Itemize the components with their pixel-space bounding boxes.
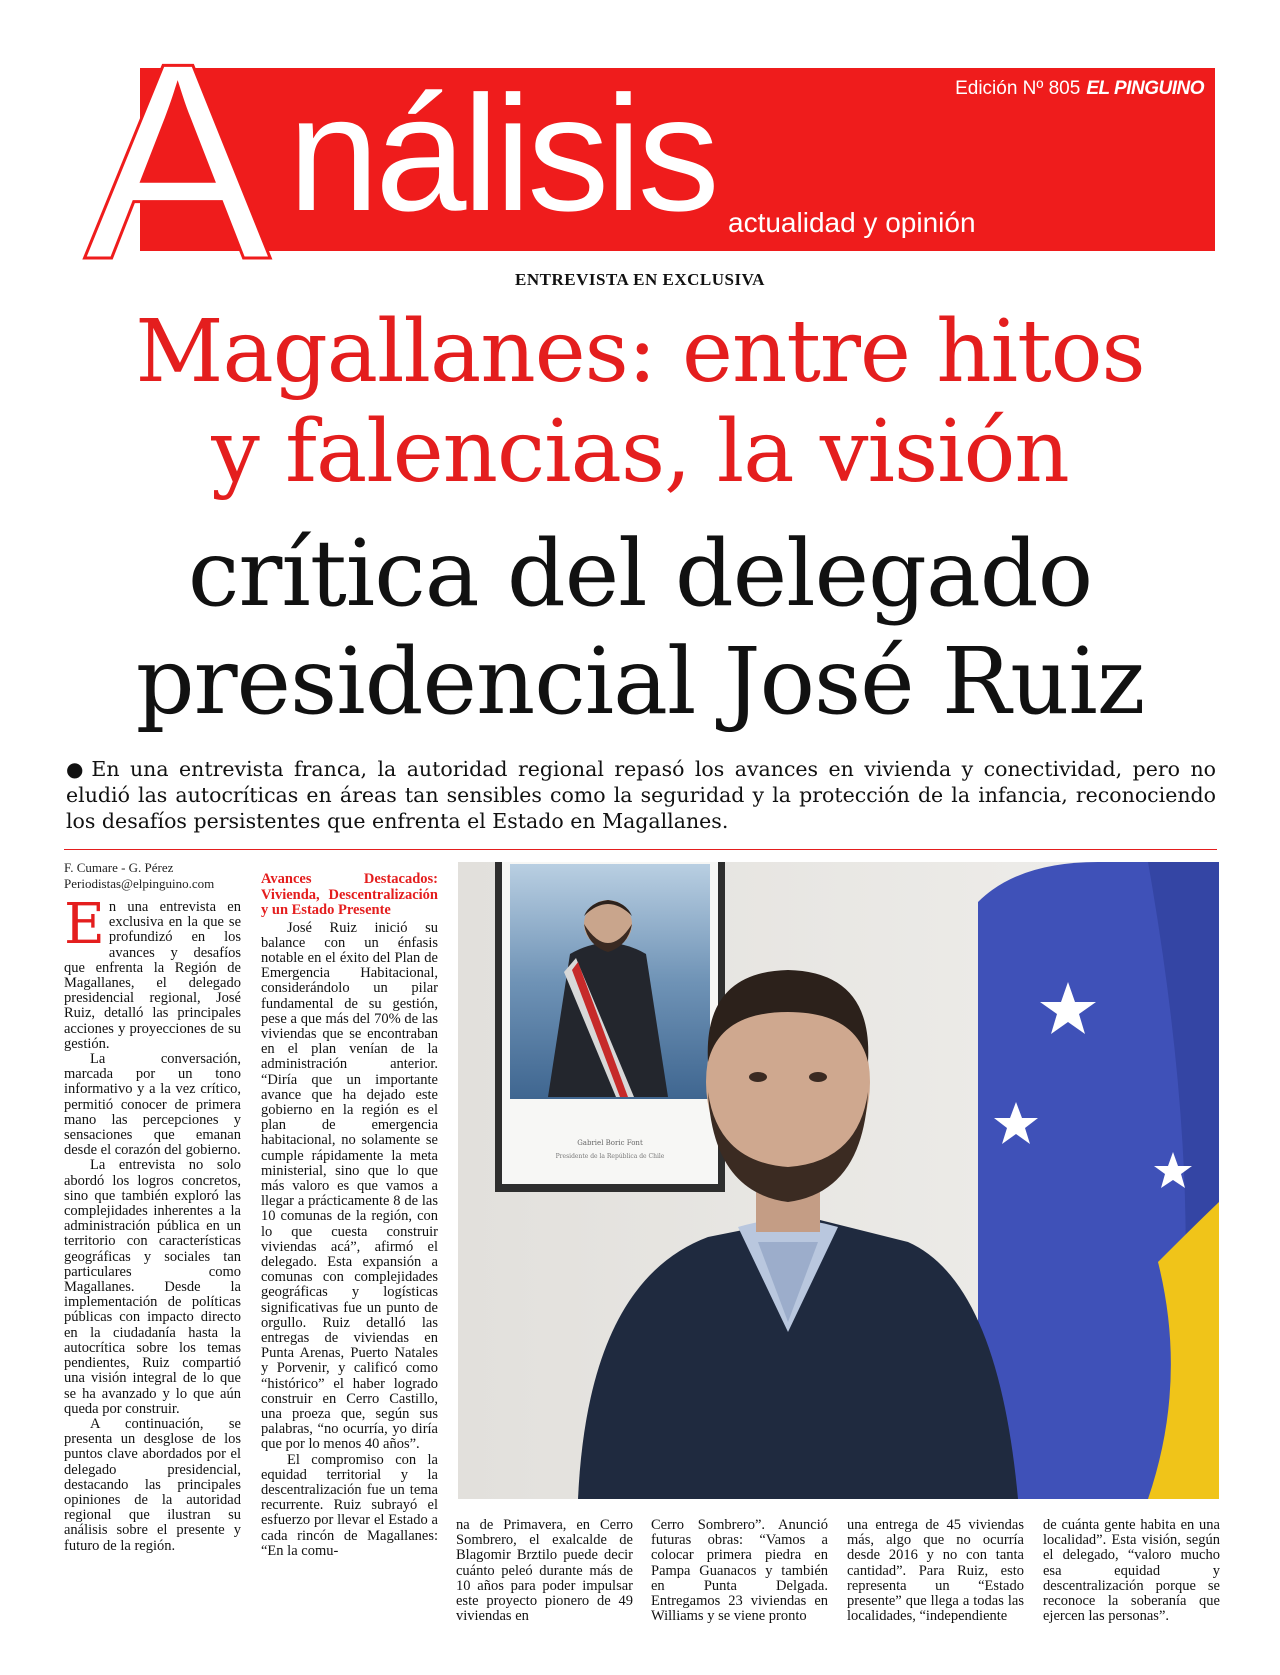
divider xyxy=(64,849,1217,850)
section-subhead: Avances Destacados: Vivienda, Descentralización y un Estado Presente xyxy=(261,871,438,918)
svg-text:Presidente de la República de: Presidente de la República de Chile xyxy=(555,1153,665,1160)
byline xyxy=(64,860,214,892)
body-paragraph: A continuación, se presenta un desglose de los puntos clave abordados por el delegado presidencial, destacando las principales opiniones de la autoridad regional que ilustran su análisis sobre el presente y futuro de la región. xyxy=(64,1415,241,1554)
bullet-icon: ● xyxy=(66,757,88,781)
article-column-4: Cerro Sombrero”. Anunció futuras obras: “Vamos a colocar primera piedra en Pampa Guanacos y también en Punta Delgada. Entregamos 23 viviendas en Williams y se viene pronto xyxy=(651,1517,828,1625)
article-column-2 xyxy=(261,872,438,1559)
byline-authors: F. Cumare - G. Pérez xyxy=(64,860,174,875)
byline-email: Periodistas@elpinguino.com xyxy=(64,876,215,891)
brand-logo: EL PINGUINO xyxy=(1086,78,1204,99)
headline-line-4: presidencial José Ruiz xyxy=(135,628,1145,735)
section-subtitle: actualidad y opinión xyxy=(728,207,976,238)
section-title: nálisis xyxy=(288,62,716,245)
photo-illustration xyxy=(458,862,1219,1499)
article-photo xyxy=(458,862,1219,1499)
edition-label xyxy=(955,78,1204,100)
kicker: ENTREVISTA EN EXCLUSIVA xyxy=(515,270,765,289)
svg-text:Gabriel Boric Font: Gabriel Boric Font xyxy=(577,1139,643,1147)
drop-cap: E xyxy=(64,892,105,957)
article-column-6: de cuánta gente habita en una localidad”. Esta visión, según el delegado, “valoro mucho esa equidad y descentralización porque se reconoce la soberanía que ejercen las personas”. xyxy=(1043,1517,1220,1625)
flag xyxy=(978,862,1219,1499)
body-paragraph: La entrevista no solo abordó los logros concretos, sino que también exploró las complejidades inherentes a la administración pública en un territorio con características geográficas y sociales tan particulares como Magallanes. Desde la implementación de políticas públicas con impacto directo en la ciudadanía hasta la autocrítica sobre los temas pendientes, Ruiz compartió una visión integral de lo que se ha avanzado y lo que aún queda por construir. xyxy=(64,1157,241,1417)
edition-number: Edición Nº 805 xyxy=(955,78,1081,99)
headline-line-1: Magallanes: entre hitos xyxy=(135,302,1145,402)
section-title-initial: A xyxy=(84,6,265,318)
body-paragraph: En una entrevista en exclusiva en la que se profundizó en los avances y desafíos que enfrenta la Región de Magallanes, el delegado presidencial regional, José Ruiz, detalló las principales acciones y proyecciones de su gestión. xyxy=(64,892,241,1052)
article-column-1 xyxy=(64,892,241,1554)
lead-text: En una entrevista franca, la autoridad regional repasó los avances en vivienda y conectividad, pero no eludió las autocríticas en áreas tan sensibles como la seguridad y la protección de la infancia, reconociendo los desafíos persistentes que enfrenta el Estado en Magallanes. xyxy=(66,757,1216,833)
body-paragraph: José Ruiz inició su balance con un énfasis notable en el éxito del Plan de Emergencia Habitacional, considerándolo un pilar fundamental de su gestión, pese a que más del 70% de las viviendas que se encontraban en el plan venían de la administración anterior. “Diría que un importante avance que ha dejado este gobierno en la región es el plan de emergencia habitacional, no solamente se cumple rápidamente la meta ministerial, sino que lo que más valoro es que vamos a llegar a prácticamente 8 de las 10 comunas de la región, con lo que cuesta construir viviendas acá”, afirmó el delegado. Esta expansión a comunas con complejidades geográficas y logísticas significativas fue un punto de orgullo. Ruiz detalló las entregas de viviendas en Punta Arenas, Puerto Natales y Porvenir, y calificó como “histórico” el haber logrado construir en Cerro Castillo, una proeza que, según sus palabras, “no ocurría, yo diría que por lo menos 40 años”. xyxy=(261,919,438,1453)
headline-line-2: y falencias, la visión xyxy=(211,402,1069,502)
lead-paragraph xyxy=(66,756,1216,834)
article-column-3: na de Primavera, en Cerro Sombrero, el exalcalde de Blagomir Brztilo puede decir cuánto peleó durante más de 10 años para poder impulsar este proyecto pionero de 49 viviendas en xyxy=(456,1517,633,1625)
article-column-5: una entrega de 45 viviendas más, algo que no ocurría desde 2016 y no con tanta cantidad”. Para Ruiz, esto representa un “Estado presente” que llega a todas las localidades, “independiente xyxy=(847,1517,1024,1625)
body-paragraph: La conversación, marcada por un tono informativo y a la vez crítico, permitió conocer de primera mano las percepciones y sensaciones que emanan desde el corazón del gobierno. xyxy=(64,1051,241,1159)
framed-portrait xyxy=(495,862,725,1192)
body-paragraph: El compromiso con la equidad territorial y la descentralización fue un tema recurrente. Ruiz subrayó el esfuerzo por llevar el Estado a cada rincón de Magallanes: “En la comu- xyxy=(261,1451,438,1559)
headline-line-3: crítica del delegado xyxy=(187,520,1093,627)
